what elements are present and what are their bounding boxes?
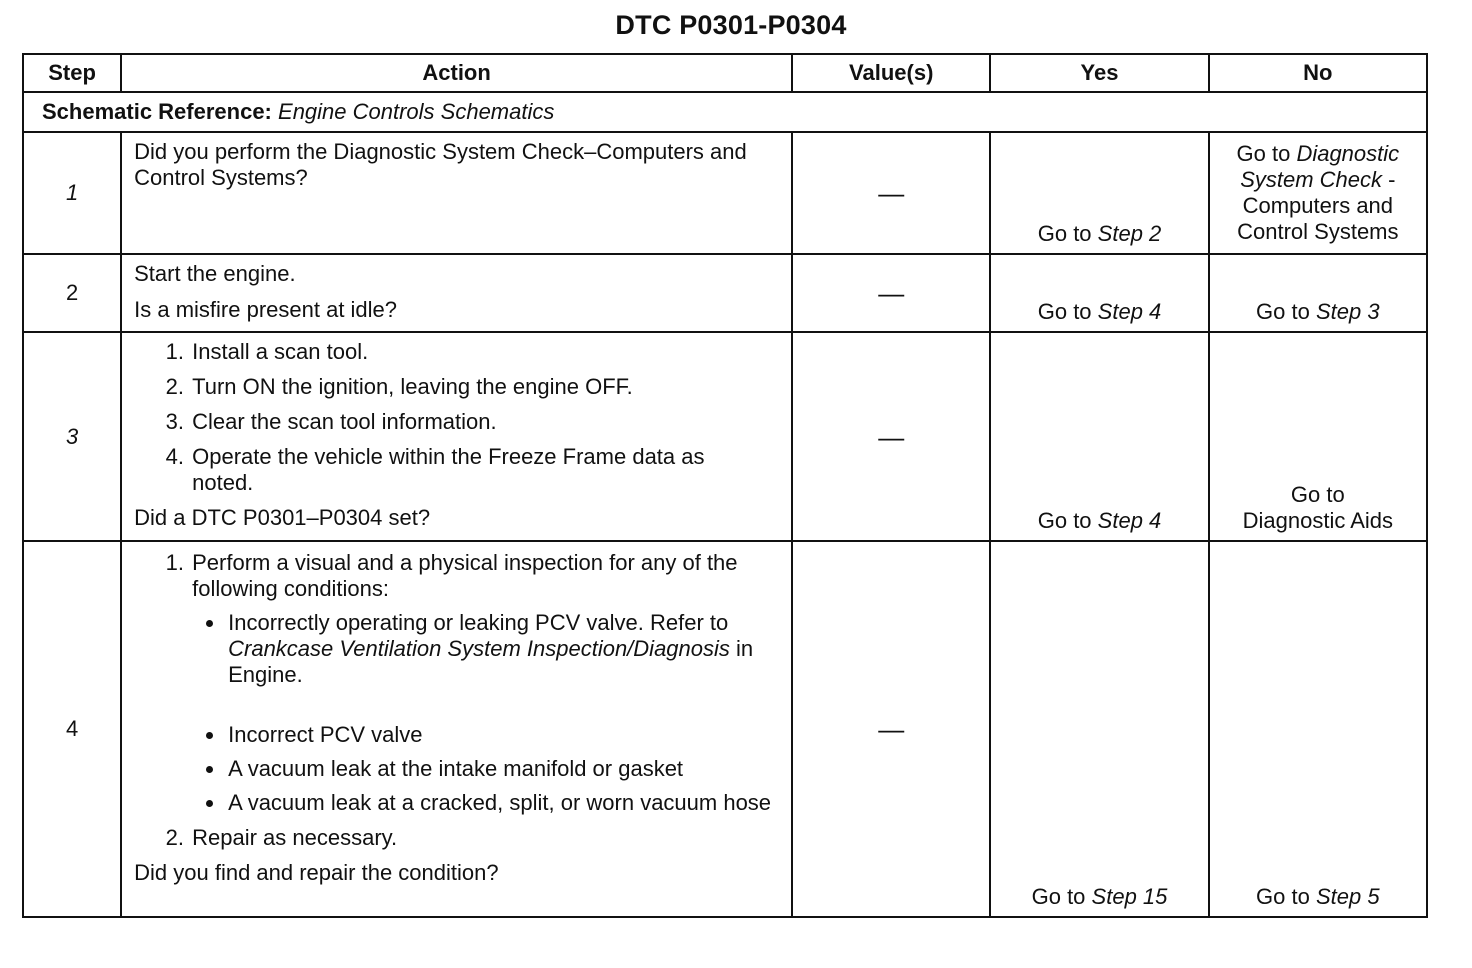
action-cell — [121, 332, 792, 541]
schematic-reference — [23, 92, 1427, 132]
yes-cell — [990, 254, 1208, 332]
table-row — [23, 332, 1427, 541]
step-number: 4 — [23, 541, 121, 917]
no-cell — [1209, 541, 1427, 917]
action-question: Did you find and repair the condition? — [134, 860, 499, 885]
no-cell — [1209, 254, 1427, 332]
goto-link-part[interactable]: Diagnostic — [1296, 141, 1400, 166]
step-number: 3 — [23, 332, 121, 541]
bullet-text: Incorrectly operating or leaking PCV valve. Refer to — [228, 610, 729, 635]
goto-step-link[interactable]: Step 15 — [1091, 884, 1168, 909]
action-text: Start the engine. — [134, 261, 296, 286]
value-cell: — — [792, 541, 990, 917]
schematic-link[interactable]: Engine Controls Schematics — [278, 99, 555, 124]
goto-diagnostic-aids[interactable]: Diagnostic Aids — [1242, 508, 1394, 533]
header-step: Step — [23, 54, 121, 92]
schematic-row — [23, 92, 1427, 132]
goto-step-link[interactable]: Step 4 — [1097, 299, 1162, 324]
goto-step-link[interactable]: Step 3 — [1315, 299, 1380, 324]
goto-label: Go to — [1037, 221, 1092, 246]
no-text-line: Computers and — [1242, 193, 1394, 218]
action-question: Did a DTC P0301–P0304 set? — [134, 505, 431, 530]
step-number: 2 — [23, 254, 121, 332]
list-item: 3. Clear the scan tool information. — [190, 409, 781, 435]
step-number: 1 — [23, 132, 121, 254]
action-cell — [121, 541, 792, 917]
value-cell: — — [792, 254, 990, 332]
procedure-list — [134, 550, 781, 851]
action-cell — [121, 254, 792, 332]
header-row — [23, 54, 1427, 92]
goto-label: Go to — [1037, 299, 1092, 324]
page-title: DTC P0301-P0304 — [615, 10, 847, 40]
condition-list — [192, 610, 781, 816]
table-row — [23, 541, 1427, 917]
table-row — [23, 254, 1427, 332]
goto-step-link[interactable]: Step 2 — [1097, 221, 1162, 246]
action-cell — [121, 132, 792, 254]
header-values: Value(s) — [792, 54, 990, 92]
goto-label: Go to — [1256, 299, 1310, 324]
table-row — [23, 132, 1427, 254]
list-item: 4. Operate the vehicle within the Freeze Frame data as noted. — [190, 444, 781, 496]
bullet-item: • A vacuum leak at a cracked, split, or worn vacuum hose — [226, 790, 781, 816]
bullet-item — [226, 610, 781, 688]
list-item: 1. Install a scan tool. — [190, 339, 781, 365]
header-yes: Yes — [990, 54, 1208, 92]
list-item-text: Perform a visual and a physical inspection for any of the following conditions: — [192, 550, 738, 601]
goto-step-link[interactable]: Step 5 — [1315, 884, 1380, 909]
action-text: Did you perform the Diagnostic System Check–Computers and Control Systems? — [134, 139, 747, 190]
action-question: Is a misfire present at idle? — [134, 297, 398, 322]
goto-step-link[interactable]: Step 4 — [1097, 508, 1162, 533]
separator: - — [1388, 167, 1396, 192]
no-cell — [1209, 132, 1427, 254]
goto-label: Go to — [1037, 508, 1092, 533]
goto-label: Go to — [1256, 884, 1310, 909]
header-action: Action — [121, 54, 792, 92]
header-no: No — [1209, 54, 1427, 92]
crankcase-ventilation-link[interactable]: Crankcase Ventilation System Inspection/Diagnosis — [228, 636, 730, 661]
no-cell — [1209, 332, 1427, 541]
goto-label: Go to — [1236, 141, 1291, 166]
goto-label: Go to — [1290, 482, 1345, 507]
procedure-list — [134, 339, 781, 496]
goto-link-part[interactable]: System Check — [1240, 167, 1383, 192]
schematic-label: Schematic Reference: — [42, 99, 272, 124]
bullet-text: in Engine. — [228, 636, 754, 687]
value-cell: — — [792, 132, 990, 254]
goto-label: Go to — [1031, 884, 1086, 909]
value-cell: — — [792, 332, 990, 541]
yes-cell — [990, 132, 1208, 254]
yes-cell — [990, 332, 1208, 541]
no-text-line: Control Systems — [1237, 219, 1399, 244]
list-item — [190, 550, 781, 816]
yes-cell — [990, 541, 1208, 917]
dtc-table — [22, 53, 1428, 918]
list-item: 2. Turn ON the ignition, leaving the engine OFF. — [190, 374, 781, 400]
list-item: 2. Repair as necessary. — [190, 825, 781, 851]
bullet-item: • Incorrect PCV valve — [226, 722, 781, 748]
bullet-item: • A vacuum leak at the intake manifold or gasket — [226, 756, 781, 782]
